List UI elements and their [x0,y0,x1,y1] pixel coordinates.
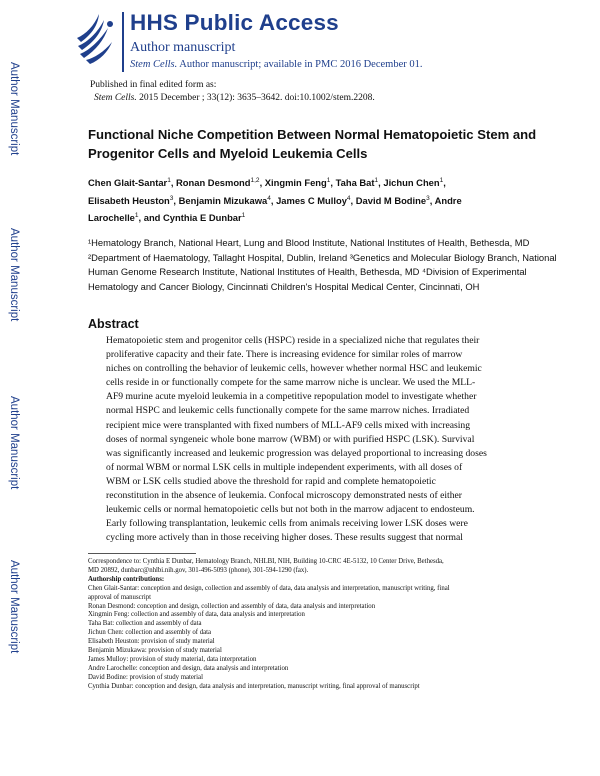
article-title: Functional Niche Competition Between Normal Hematopoietic Stem and Progenitor Cells and Myeloid Leukemia Cells [88,127,537,161]
footnotes [88,558,568,692]
abstract-line: cells reside in or functionally compete for the same marrow niche is unclear. We used the MLL- [106,377,476,389]
contributions-heading: Authorship contributions: [88,575,165,583]
side-label-author-manuscript: Author Manuscript [8,62,20,156]
contribution-line: Elisabeth Heuston: provision of study material [88,638,215,646]
abstract-body [106,334,544,545]
contribution-line: Jichun Chen: collection and assembly of data [88,629,212,637]
side-label-author-manuscript: Author Manuscript [8,228,20,322]
side-margin [0,0,44,776]
author: Taha Bat$^1$, [335,177,384,188]
abstract-line: leukemic cells or normal hematopoietic cells but not both in the marrow adjacent to endosteum. [106,504,475,516]
journal-name: Stem Cells. [130,59,178,70]
availability-note [130,59,423,70]
hhs-header [74,10,574,78]
author: James C Mulloy$^4$, [276,194,356,206]
abstract-line: normal HSPC and leukemic cells functionally compete for the same marrow niches. Irradiated [106,405,470,417]
contribution-line: approval of manuscript [88,593,152,601]
abstract-line: recipient mice were transplanted with fixed numbers of MLL-AF9 cells mixed with increasing [106,419,471,431]
contribution-line: James Mulloy: provision of study material, data interpretation [88,655,257,663]
abstract-line: Early following transplantation, leukemic cells from animals receiving lower LSK doses were [106,518,468,530]
side-label-author-manuscript: Author Manuscript [8,396,20,490]
abstract-line: reconstitution in the absence of leukemia. Confocal microscopy demonstrated nests of either [106,490,463,502]
affiliations: ¹Hematology Branch, National Heart, Lung and Blood Institute, National Institutes of Health, Bethesda, MD ²Department of Haematology, Tallaght Hospital, Dublin, Ireland ³Genetics and Molecular Biology Branch, National Human Genome Research Institute, National Institutes of Health, Bethesda, MD ⁴Division of Experimental Hematology and Cancer Biology, Cincinnati Children's Hospital Medical Center, Cincinnati, OH [88,237,557,292]
published-label: Published in final edited form as: [90,80,217,90]
abstract-line: niches on controlling the behavior of leukemic cells, however whether normal HSC and leukemic [106,363,482,375]
contribution-line: Xingmin Feng: collection and assembly of data, data analysis and interpretation [88,611,305,619]
contribution-line: Chen Glait-Santar: conception and design, collection and assembly of data, data analysis and interpretation, manuscript writing, final [88,584,450,592]
contribution-line: Benjamin Mizukawa: provision of study material [88,647,222,655]
author: Jichun Chen$^1$, [383,177,446,188]
author: David M Bodine$^3$, Andre [355,194,462,206]
header-divider [122,12,124,72]
hhs-public-access-title: HHS Public Access [130,10,339,35]
citation-details: 2015 December ; 33(12): 3635–3642. doi:10.1002/stem.2208. [136,92,375,103]
abstract-line: was significantly increased and leukemic progression was delayed proportional to increasing doses [106,447,487,459]
abstract-line: of normal WBM or normal LSK cells in multiple independent experiments, with all doses of [106,461,463,473]
side-label-author-manuscript: Author Manuscript [8,560,20,654]
footnote-divider [88,553,196,554]
contribution-line: Andre Larochelle: conception and design, data analysis and interpretation [88,664,289,672]
author: Larochelle$^1$, and [88,212,164,223]
author: Ronan Desmond$^{1,2}$, [176,177,265,188]
abstract-line: Hematopoietic stem and progenitor cells (HSPC) reside in a specialized niche that regulates their [106,335,480,346]
contribution-line: David Bodine: provision of study material [88,673,203,681]
hhs-eagle-logo-icon [74,10,118,70]
contribution-line: Cynthia Dunbar: conception and design, data analysis and interpretation, manuscript writing, final approval of manuscript [88,682,420,690]
author: Chen Glait-Santar$^1$, [88,177,177,188]
author-list [88,173,558,226]
author: Cynthia E Dunbar$^1$ [163,212,246,223]
citation [90,92,375,105]
contribution-line: Taha Bat: collection and assembly of data [88,620,202,628]
author: Elisabeth Heuston$^3$, [88,194,179,206]
citation-journal: Stem Cells. [94,92,137,103]
abstract-heading: Abstract [88,317,139,331]
correspondence-line: Correspondence to: Cynthia E Dunbar, Hematology Branch, NHLBI, NIH, Building 10-CRC 4E-5132, 10 Center Drive, Bethesda, [88,558,444,565]
abstract-line: doses of normal syngeneic whole bone marrow (WBM) or with purified HSPC (LSK). Survival [106,433,475,445]
author-manuscript-subtitle: Author manuscript [130,40,236,55]
abstract-line: AF9 murine acute myeloid leukemia in a competitive repopulation model to investigate whether [106,391,477,403]
author: Benjamin Mizukawa$^4$, [178,194,277,206]
abstract-line: cycling more actively than in those receiving higher doses. These results suggest that normal [106,532,463,544]
availability-text: Author manuscript; available in PMC 2016 December 01. [177,59,423,70]
publication-info [90,79,375,104]
author: Xingmin Feng$^1$, [264,177,336,188]
contribution-line: Ronan Desmond: conception and design, collection and assembly of data, data analysis and interpretation [88,602,376,610]
abstract-line: WBM or LSK cells studied above the threshold for rapid and complete hematopoietic [106,475,436,487]
abstract-line: proliferative capacity and their fate. There is increasing evidence for similar roles of marrow [106,349,463,361]
correspondence-line: MD 20892, dunbarc@nhlbi.nih.gov, 301-496-5093 (phone), 301-594-1290 (fax). [88,566,309,574]
